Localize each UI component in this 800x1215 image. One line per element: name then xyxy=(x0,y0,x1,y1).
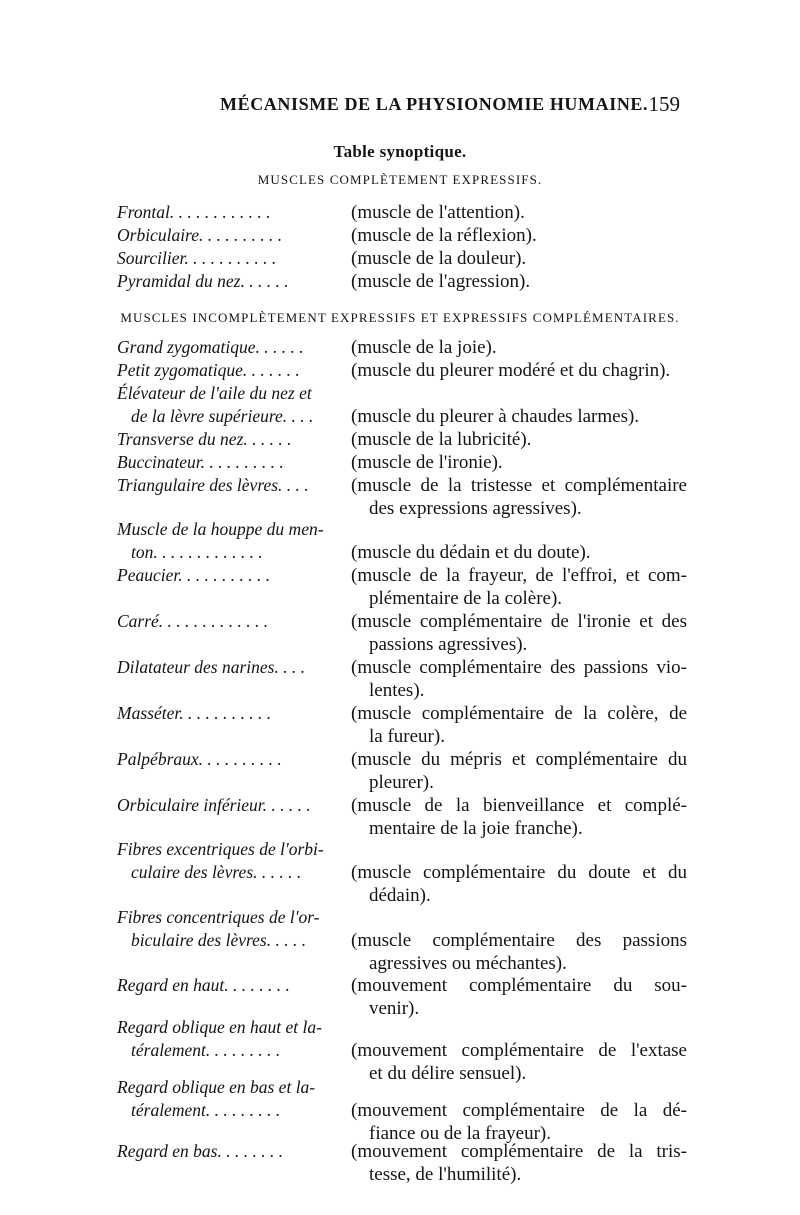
muscle-description-line xyxy=(351,838,687,861)
muscle-name-line: Triangulaire des lèvres. . . . xyxy=(117,475,309,495)
muscle-description-line: (muscle complémentaire du doute et du xyxy=(351,862,687,883)
muscle-description-line: (muscle de l'agression). xyxy=(351,271,531,292)
muscle-description-line: (muscle de la joie). xyxy=(351,337,497,358)
muscle-description xyxy=(351,201,687,224)
muscle-name-line: téralement. . . . . . . . . xyxy=(131,1100,281,1120)
muscle-description-line: (muscle du pleurer modéré et du chagrin). xyxy=(351,360,671,381)
muscle-name-line: culaire des lèvres. . . . . . xyxy=(131,862,302,882)
muscle-description-line: (muscle de l'attention). xyxy=(351,202,525,223)
muscle-name xyxy=(117,224,339,247)
muscle-name-line: Buccinateur. . . . . . . . . . xyxy=(117,452,284,472)
muscle-description-line: plémentaire de la colère). xyxy=(369,588,563,609)
muscle-description-line: (muscle de la tristesse et complémentaire xyxy=(351,475,687,496)
muscle-name-line: Palpébraux. . . . . . . . . . xyxy=(117,749,282,769)
muscle-name xyxy=(117,451,339,474)
muscle-name xyxy=(117,428,339,451)
muscle-name xyxy=(117,201,339,224)
muscle-description-line xyxy=(351,1016,687,1039)
muscle-description xyxy=(351,270,687,293)
muscle-description xyxy=(351,336,687,359)
muscle-description-line: agressives ou méchantes). xyxy=(369,953,567,974)
muscle-description xyxy=(351,748,687,794)
muscle-name-line: Muscle de la houppe du men- xyxy=(117,519,324,539)
muscle-name-line: Frontal. . . . . . . . . . . . xyxy=(117,202,271,222)
muscle-description-line xyxy=(351,906,687,929)
muscle-description xyxy=(351,906,687,975)
muscle-description-line: (muscle de l'ironie). xyxy=(351,452,503,473)
muscle-description-line: (muscle complémentaire de la colère, de xyxy=(351,703,687,724)
muscle-name-line: Transverse du nez. . . . . . xyxy=(117,429,292,449)
muscle-name-line: Fibres excentriques de l'orbi- xyxy=(117,839,324,859)
muscle-name xyxy=(117,1140,339,1163)
muscle-description xyxy=(351,656,687,702)
muscle-description-line: (muscle de la bienveillance et complé- xyxy=(351,795,687,816)
muscle-name xyxy=(117,518,339,564)
page-number: 159 xyxy=(648,92,680,116)
muscle-description-line: pleurer). xyxy=(369,772,434,793)
muscle-name-line: Fibres concentriques de l'or- xyxy=(117,907,320,927)
muscle-name-line: Dilatateur des narines. . . . xyxy=(117,657,306,677)
muscle-name-line: Orbiculaire inférieur. . . . . . xyxy=(117,795,311,815)
muscle-description-line: (mouvement complémentaire du sou- xyxy=(351,975,687,996)
muscle-name xyxy=(117,748,339,771)
muscle-name xyxy=(117,656,339,679)
muscle-description-line: (muscle du dédain et du doute). xyxy=(351,542,591,563)
muscle-name-line: biculaire des lèvres. . . . . xyxy=(131,930,307,950)
muscle-name-line: Grand zygomatique. . . . . . xyxy=(117,337,304,357)
muscle-name xyxy=(117,1016,339,1062)
muscle-name-line: Regard oblique en bas et la- xyxy=(117,1077,316,1097)
muscle-description-line: (mouvement complémentaire de la tris- xyxy=(351,1141,687,1162)
muscle-name-line: Pyramidal du nez. . . . . . xyxy=(117,271,289,291)
muscle-name-line: Regard en haut. . . . . . . . xyxy=(117,975,290,995)
muscle-name xyxy=(117,974,339,997)
muscle-description-line: des expressions agressives). xyxy=(369,498,582,519)
muscle-name-line: Regard en bas. . . . . . . . xyxy=(117,1141,284,1161)
muscle-name-line: de la lèvre supérieure. . . . xyxy=(131,406,314,426)
muscle-description xyxy=(351,838,687,907)
muscle-name xyxy=(117,1076,339,1122)
muscle-name xyxy=(117,702,339,725)
muscle-description xyxy=(351,1140,687,1186)
muscle-description-line: (muscle de la lubricité). xyxy=(351,429,532,450)
muscle-name xyxy=(117,270,339,293)
muscle-description-line: mentaire de la joie franche). xyxy=(369,818,583,839)
muscle-name xyxy=(117,838,339,884)
muscle-name-line: Carré. . . . . . . . . . . . . xyxy=(117,611,269,631)
muscle-name-line: Orbiculaire. . . . . . . . . . xyxy=(117,225,283,245)
muscle-description-line: (muscle complémentaire des passions vio- xyxy=(351,657,687,678)
muscle-description-line: (muscle complémentaire des passions xyxy=(351,930,687,951)
muscle-description-line xyxy=(351,382,687,405)
muscle-name-line: Sourcilier. . . . . . . . . . . xyxy=(117,248,277,268)
muscle-description xyxy=(351,359,687,382)
muscle-name xyxy=(117,906,339,952)
muscle-name xyxy=(117,382,339,428)
muscle-name-line: Élévateur de l'aile du nez et xyxy=(117,383,312,403)
muscle-description-line: (muscle complémentaire de l'ironie et des xyxy=(351,611,687,632)
muscle-description xyxy=(351,1016,687,1085)
muscle-description-line: et du délire sensuel). xyxy=(369,1063,527,1084)
section-heading-complete: MUSCLES COMPLÈTEMENT EXPRESSIFS. xyxy=(257,172,543,187)
running-title: MÉCANISME DE LA PHYSIONOMIE HUMAINE. xyxy=(220,94,649,114)
muscle-description xyxy=(351,518,687,564)
muscle-description-line: venir). xyxy=(369,998,420,1019)
muscle-description xyxy=(351,247,687,270)
muscle-description-line: (muscle de la douleur). xyxy=(351,248,527,269)
muscle-name xyxy=(117,564,339,587)
muscle-description-line: (muscle du pleurer à chaudes larmes). xyxy=(351,406,640,427)
section-heading-incomplete: MUSCLES INCOMPLÈTEMENT EXPRESSIFS ET EXPRESSIFS COMPLÉMENTAIRES. xyxy=(120,310,680,325)
muscle-description xyxy=(351,428,687,451)
muscle-description xyxy=(351,474,687,520)
muscle-name xyxy=(117,247,339,270)
muscle-description-line: (muscle de la réflexion). xyxy=(351,225,537,246)
muscle-description-line: la fureur). xyxy=(369,726,445,747)
muscle-name xyxy=(117,359,339,382)
muscle-name xyxy=(117,336,339,359)
muscle-description-line xyxy=(351,518,687,541)
muscle-description xyxy=(351,702,687,748)
muscle-name-line: Regard oblique en haut et la- xyxy=(117,1017,322,1037)
muscle-description-line xyxy=(351,1076,687,1099)
muscle-description-line: dédain). xyxy=(369,885,431,906)
table-title: Table synoptique. xyxy=(333,142,467,161)
running-header xyxy=(220,94,680,120)
muscle-description xyxy=(351,382,687,428)
muscle-description-line: tesse, de l'humilité). xyxy=(369,1164,522,1185)
muscle-description xyxy=(351,974,687,1020)
muscle-description xyxy=(351,451,687,474)
muscle-description-line: fiance ou de la frayeur). xyxy=(369,1123,551,1144)
muscle-description xyxy=(351,564,687,610)
muscle-name xyxy=(117,474,339,497)
muscle-description xyxy=(351,224,687,247)
muscle-name-line: ton. . . . . . . . . . . . . xyxy=(131,542,263,562)
muscle-description-line: lentes). xyxy=(369,680,425,701)
muscle-description xyxy=(351,1076,687,1145)
muscle-name xyxy=(117,610,339,633)
muscle-description-line: (muscle du mépris et complémentaire du xyxy=(351,749,687,770)
muscle-name-line: Masséter. . . . . . . . . . . xyxy=(117,703,272,723)
muscle-name xyxy=(117,794,339,817)
muscle-name-line: Peaucier. . . . . . . . . . . xyxy=(117,565,271,585)
muscle-name-line: Petit zygomatique. . . . . . . xyxy=(117,360,300,380)
muscle-description xyxy=(351,610,687,656)
muscle-description xyxy=(351,794,687,840)
muscle-description-line: (mouvement complémentaire de la dé- xyxy=(351,1100,687,1121)
muscle-description-line: (mouvement complémentaire de l'extase xyxy=(351,1040,687,1061)
muscle-description-line: passions agressives). xyxy=(369,634,528,655)
muscle-description-line: (muscle de la frayeur, de l'effroi, et com- xyxy=(351,565,687,586)
muscle-name-line: téralement. . . . . . . . . xyxy=(131,1040,281,1060)
